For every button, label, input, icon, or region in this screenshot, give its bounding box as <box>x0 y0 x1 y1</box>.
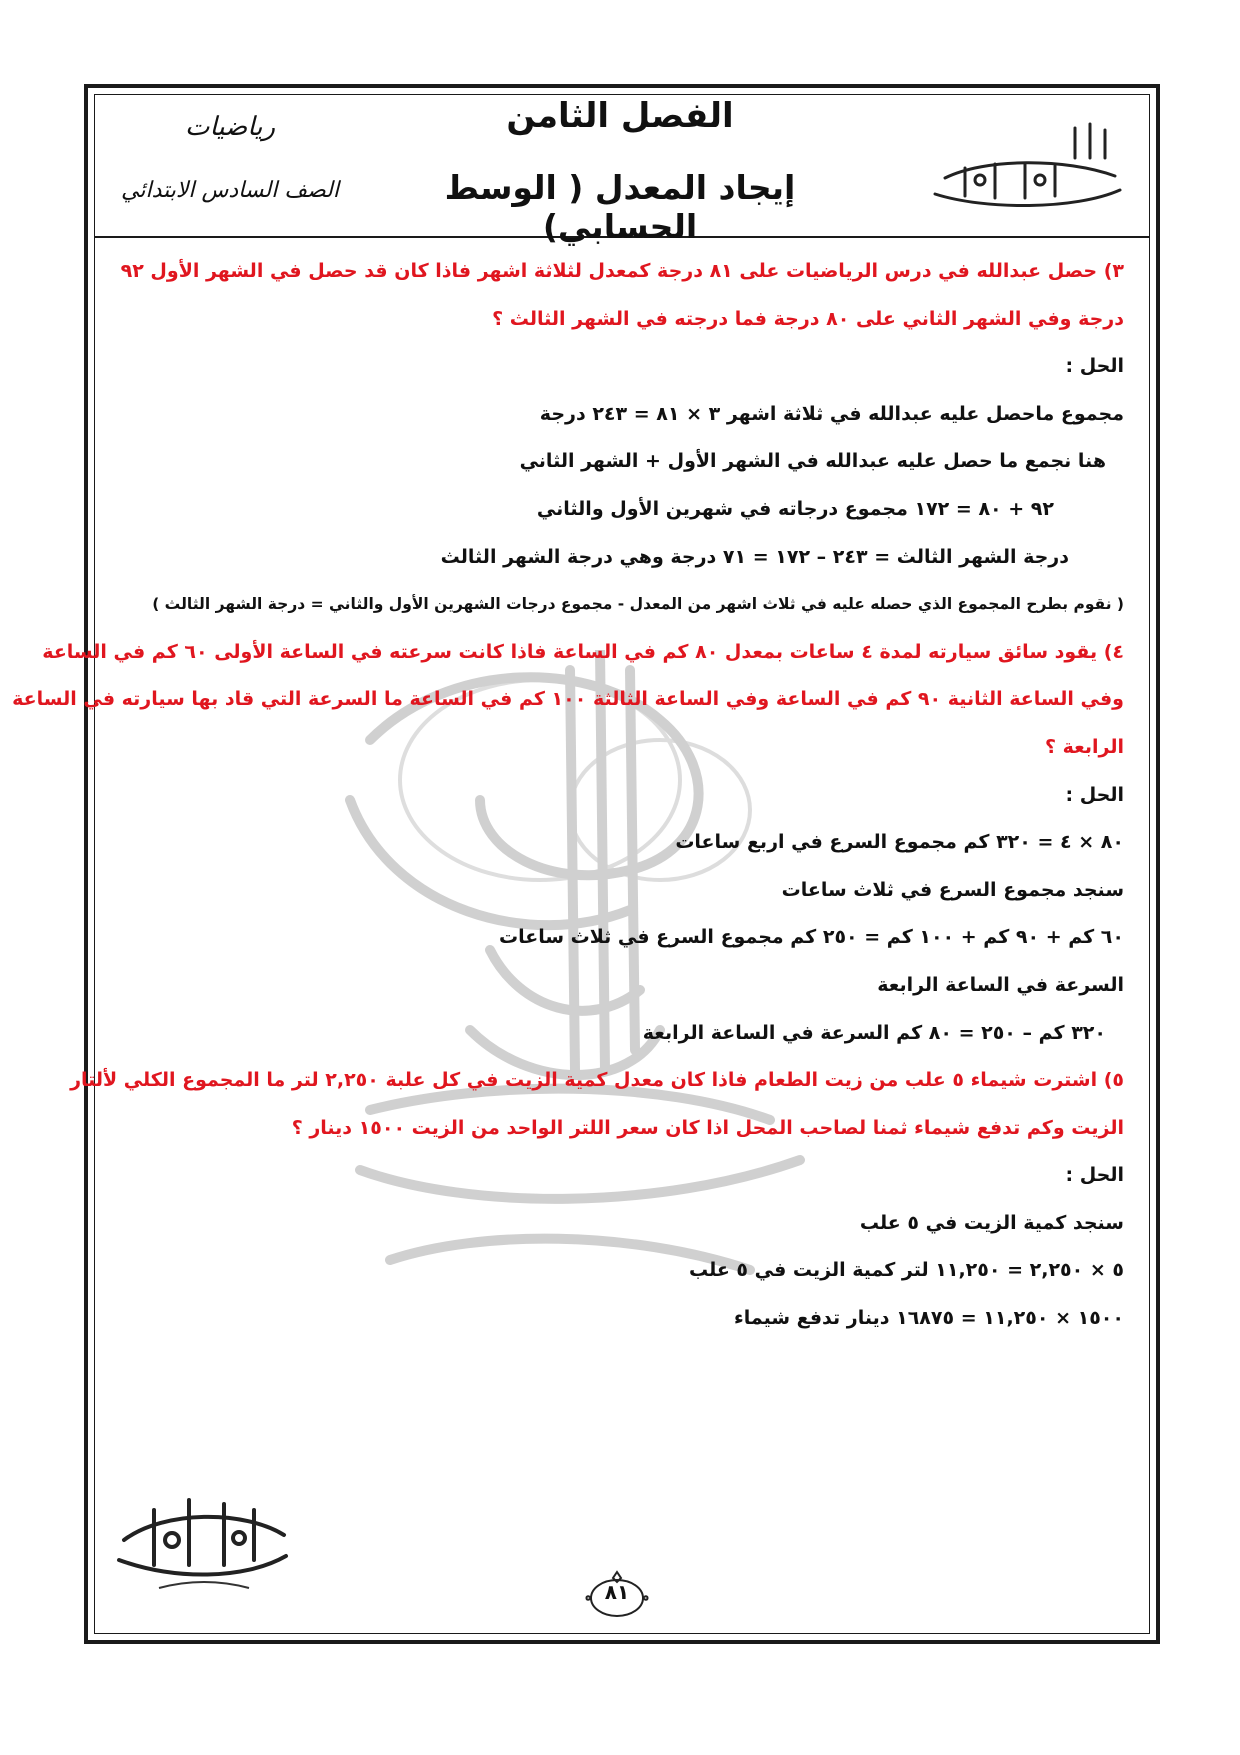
teacher-calligraphy-logo <box>925 118 1125 214</box>
q3-step-2: هنا نجمع ما حصل عليه عبدالله في الشهر الأول + الشهر الثاني <box>519 450 1106 473</box>
worksheet-content <box>12 248 1124 1343</box>
question-5-line-1: ٥) اشترت شيماء ٥ علب من زيت الطعام فاذا كان معدل كمية الزيت في كل علبة ٢,٢٥٠ لتر ما المجموع الكلي لألتار <box>70 1069 1124 1092</box>
subject-label: رياضيات <box>184 112 276 142</box>
q3-step-3: ٩٢ + ٨٠ = ١٧٢ مجموع درجاته في شهرين الأول والثاني <box>536 497 1054 520</box>
q4-step-5: ٣٢٠ كم – ٢٥٠ = ٨٠ كم السرعة في الساعة الرابعة <box>642 1021 1106 1044</box>
q5-step-1: سنجد كمية الزيت في ٥ علب <box>859 1211 1124 1234</box>
solution-label: الحل : <box>1065 355 1124 378</box>
q3-note: ( نقوم بطرح المجموع الذي حصله عليه في ثلاث اشهر من المعدل - مجموع درجات الشهرين الأول والثاني = درجة الشهر الثالث ) <box>152 595 1124 614</box>
q4-step-4: السرعة في الساعة الرابعة <box>877 973 1124 996</box>
page-number: ٨١ <box>604 1580 630 1604</box>
question-5-line-2: الزيت وكم تدفع شيماء ثمنا لصاحب المحل اذا كان سعر اللتر الواحد من الزيت ١٥٠٠ دينار ؟ <box>291 1116 1124 1139</box>
question-4-line-1: ٤) يقود سائق سيارته لمدة ٤ ساعات بمعدل ٨٠ كم في الساعة فاذا كانت سرعته في الساعة الأولى ٦٠ كم في الساعة <box>42 640 1124 663</box>
q4-step-1: ٨٠ × ٤ = ٣٢٠ كم مجموع السرع في اربع ساعات <box>675 831 1124 854</box>
question-4-line-2: وفي الساعة الثانية ٩٠ كم في الساعة وفي الساعة الثالثة ١٠٠ كم في الساعة ما السرعة التي قاد بها سيارته في الساعة <box>12 688 1124 711</box>
solution-label: الحل : <box>1065 783 1124 806</box>
chapter-title: الفصل الثامن <box>506 96 734 136</box>
signature-calligraphy <box>104 1480 294 1600</box>
lesson-title: إيجاد المعدل ( الوسط الحسابي) <box>444 168 796 246</box>
q4-step-3: ٦٠ كم + ٩٠ كم + ١٠٠ كم = ٢٥٠ كم مجموع السرع في ثلاث ساعات <box>498 926 1124 949</box>
question-3-line-1: ٣) حصل عبدالله في درس الرياضيات على ٨١ درجة كمعدل لثلاثة اشهر فاذا كان قد حصل في الشهر الأول ٩٢ <box>120 260 1124 282</box>
q3-step-4: درجة الشهر الثالث = ٢٤٣ – ١٧٢ = ٧١ درجة وهي درجة الشهر الثالث <box>440 545 1069 568</box>
q4-step-2: سنجد مجموع السرع في ثلاث ساعات <box>781 878 1124 901</box>
q5-step-3: ١٥٠٠ × ١١,٢٥٠ = ١٦٨٧٥ دينار تدفع شيماء <box>733 1307 1124 1330</box>
grade-label: الصف السادس الابتدائي <box>121 178 339 203</box>
solution-label: الحل : <box>1065 1164 1124 1187</box>
q3-step-1: مجموع ماحصل عليه عبدالله في ثلاثة اشهر ٣ × ٨١ = ٢٤٣ درجة <box>539 402 1124 425</box>
question-3-line-2: درجة وفي الشهر الثاني على ٨٠ درجة فما درجته في الشهر الثالث ؟ <box>492 307 1124 330</box>
question-4-line-3: الرابعة ؟ <box>1045 735 1124 758</box>
q5-step-2: ٥ × ٢,٢٥٠ = ١١,٢٥٠ لتر كمية الزيت في ٥ علب <box>688 1259 1124 1282</box>
